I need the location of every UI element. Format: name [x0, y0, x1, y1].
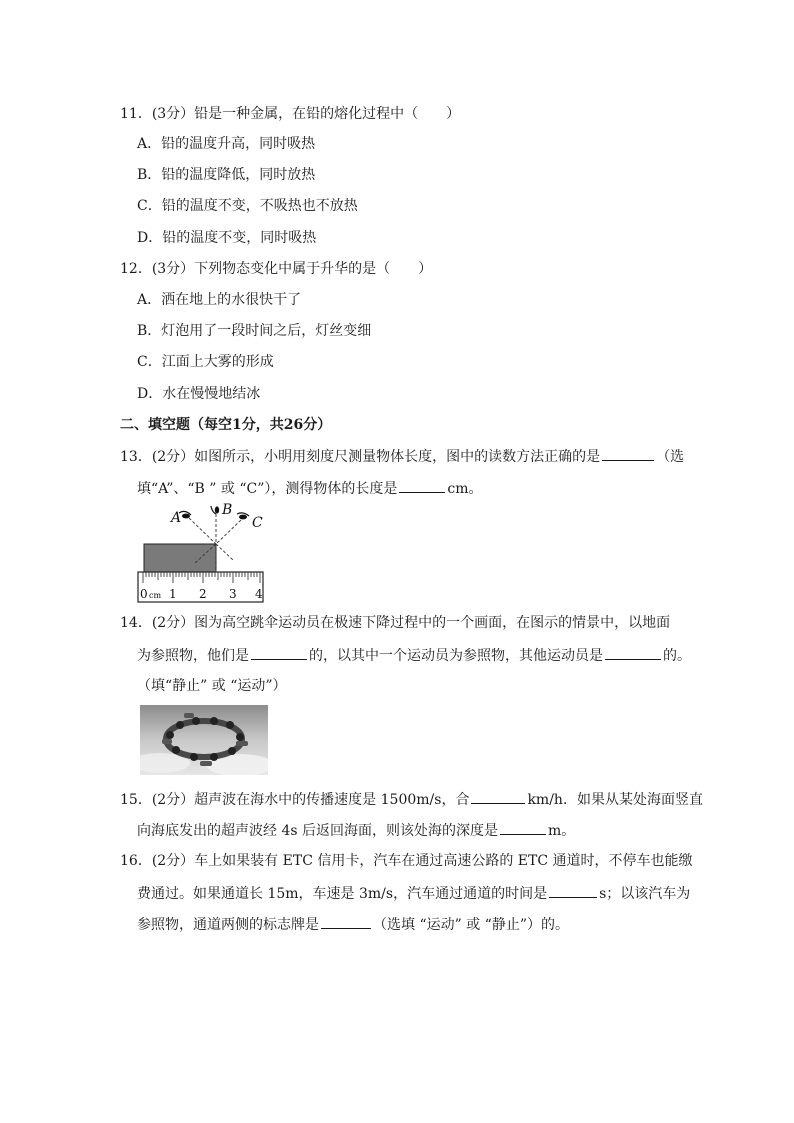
q14-line3: （填“静止” 或 “运动”）	[137, 678, 287, 694]
q13-line1-text: 13．(2分）如图所示，小明用刻度尺测量物体长度，图中的读数方法正确的是	[120, 449, 601, 465]
eye-b-icon	[211, 506, 219, 514]
q14-line1: 14．(2分）图为高空跳伞运动员在极速下降过程中的一个画面，在图示的情景中，以地面	[120, 615, 671, 631]
q13-blank-length[interactable]	[399, 478, 445, 493]
q14-line2	[137, 645, 691, 666]
q11-option-a: A．铅的温度升高，同时吸热	[137, 136, 316, 152]
q11-option-b: B．铅的温度降低，同时放热	[137, 167, 316, 183]
q14-line2-mid: 的，以其中一个运动员为参照物，其他运动员是	[309, 648, 603, 664]
skydivers-photo	[140, 705, 268, 775]
q16-line2-text: 费通过。如果通道长 15m，车速是 3m/s，汽车通过通道的时间是	[137, 886, 548, 902]
q16-line1: 16．(2分）车上如果装有 ETC 信用卡，汽车在通过高速公路的 ETC 通道时，不停车也能缴	[120, 853, 693, 869]
q11-option-d: D．铅的温度不变，同时吸热	[137, 230, 317, 246]
q12-option-d: D．水在慢慢地结冰	[137, 386, 261, 402]
q14-blank-athlete[interactable]	[605, 645, 661, 660]
q16-blank-state[interactable]	[321, 914, 371, 929]
q16-line3	[137, 914, 569, 935]
ruler-label-4: 4	[255, 587, 263, 601]
q15-line1-tail: km/h．如果从某处海面竖直	[527, 792, 703, 808]
q11-option-c: C．铅的温度不变，不吸热也不放热	[137, 198, 358, 214]
q14-line2-tail: 的。	[663, 648, 691, 664]
ruler-label-unit: cm	[149, 591, 162, 600]
q15-blank-kmh[interactable]	[471, 789, 525, 804]
q14-blank-ground[interactable]	[251, 645, 307, 660]
section-title-fill-in: 二、填空题（每空1分，共26分）	[120, 417, 332, 433]
q12-option-b: B．灯泡用了一段时间之后，灯丝变细	[137, 323, 372, 339]
q16-line3-tail: （选填 “运动” 或 “静止”）的。	[373, 917, 569, 933]
ruler-label-0: 0	[140, 587, 148, 601]
q15-line2	[137, 820, 575, 841]
eye-label-b: B	[222, 503, 233, 518]
q16-blank-time[interactable]	[549, 883, 597, 898]
q11-stem: 11．(3分）铅是一种金属，在铅的熔化过程中（ ）	[120, 106, 461, 122]
q13-line1-tail: （选	[656, 449, 685, 465]
eye-c-icon	[237, 513, 249, 520]
q13-blank-method[interactable]	[602, 446, 654, 461]
q13-line2-tail: cm。	[447, 481, 483, 497]
q16-line2	[137, 883, 690, 904]
ruler-label-2: 2	[199, 587, 207, 601]
ruler-measurement-figure	[137, 503, 267, 603]
eye-label-c: C	[252, 515, 263, 531]
measured-block	[144, 544, 216, 572]
q16-line3-text: 参照物，通道两侧的标志牌是	[137, 917, 319, 933]
q15-line2-text: 向海底发出的超声波经 4s 后返回海面，则该处海的深度是	[137, 823, 498, 839]
q13-line2-text: 填“A”、“B ” 或 “C”），测得物体的长度是	[137, 481, 398, 497]
ruler-label-1: 1	[169, 587, 177, 601]
q12-stem: 12．(3分）下列物态变化中属于升华的是（ ）	[120, 261, 433, 277]
ruler-label-3: 3	[229, 587, 237, 601]
q15-blank-depth[interactable]	[500, 820, 546, 835]
q13-line1	[120, 446, 684, 467]
q15-line1-text: 15．(2分）超声波在海水中的传播速度是 1500m/s，合	[120, 792, 470, 808]
q13-line2	[137, 478, 482, 499]
q15-line1	[120, 789, 703, 810]
eye-label-a: A	[171, 510, 182, 526]
q15-line2-tail: m。	[548, 823, 576, 839]
q16-line2-tail: s；以该汽车为	[599, 886, 691, 902]
q12-option-c: C．江面上大雾的形成	[137, 354, 274, 370]
q14-line2-text: 为参照物，他们是	[137, 648, 249, 664]
q12-option-a: A．洒在地上的水很快干了	[137, 292, 302, 308]
